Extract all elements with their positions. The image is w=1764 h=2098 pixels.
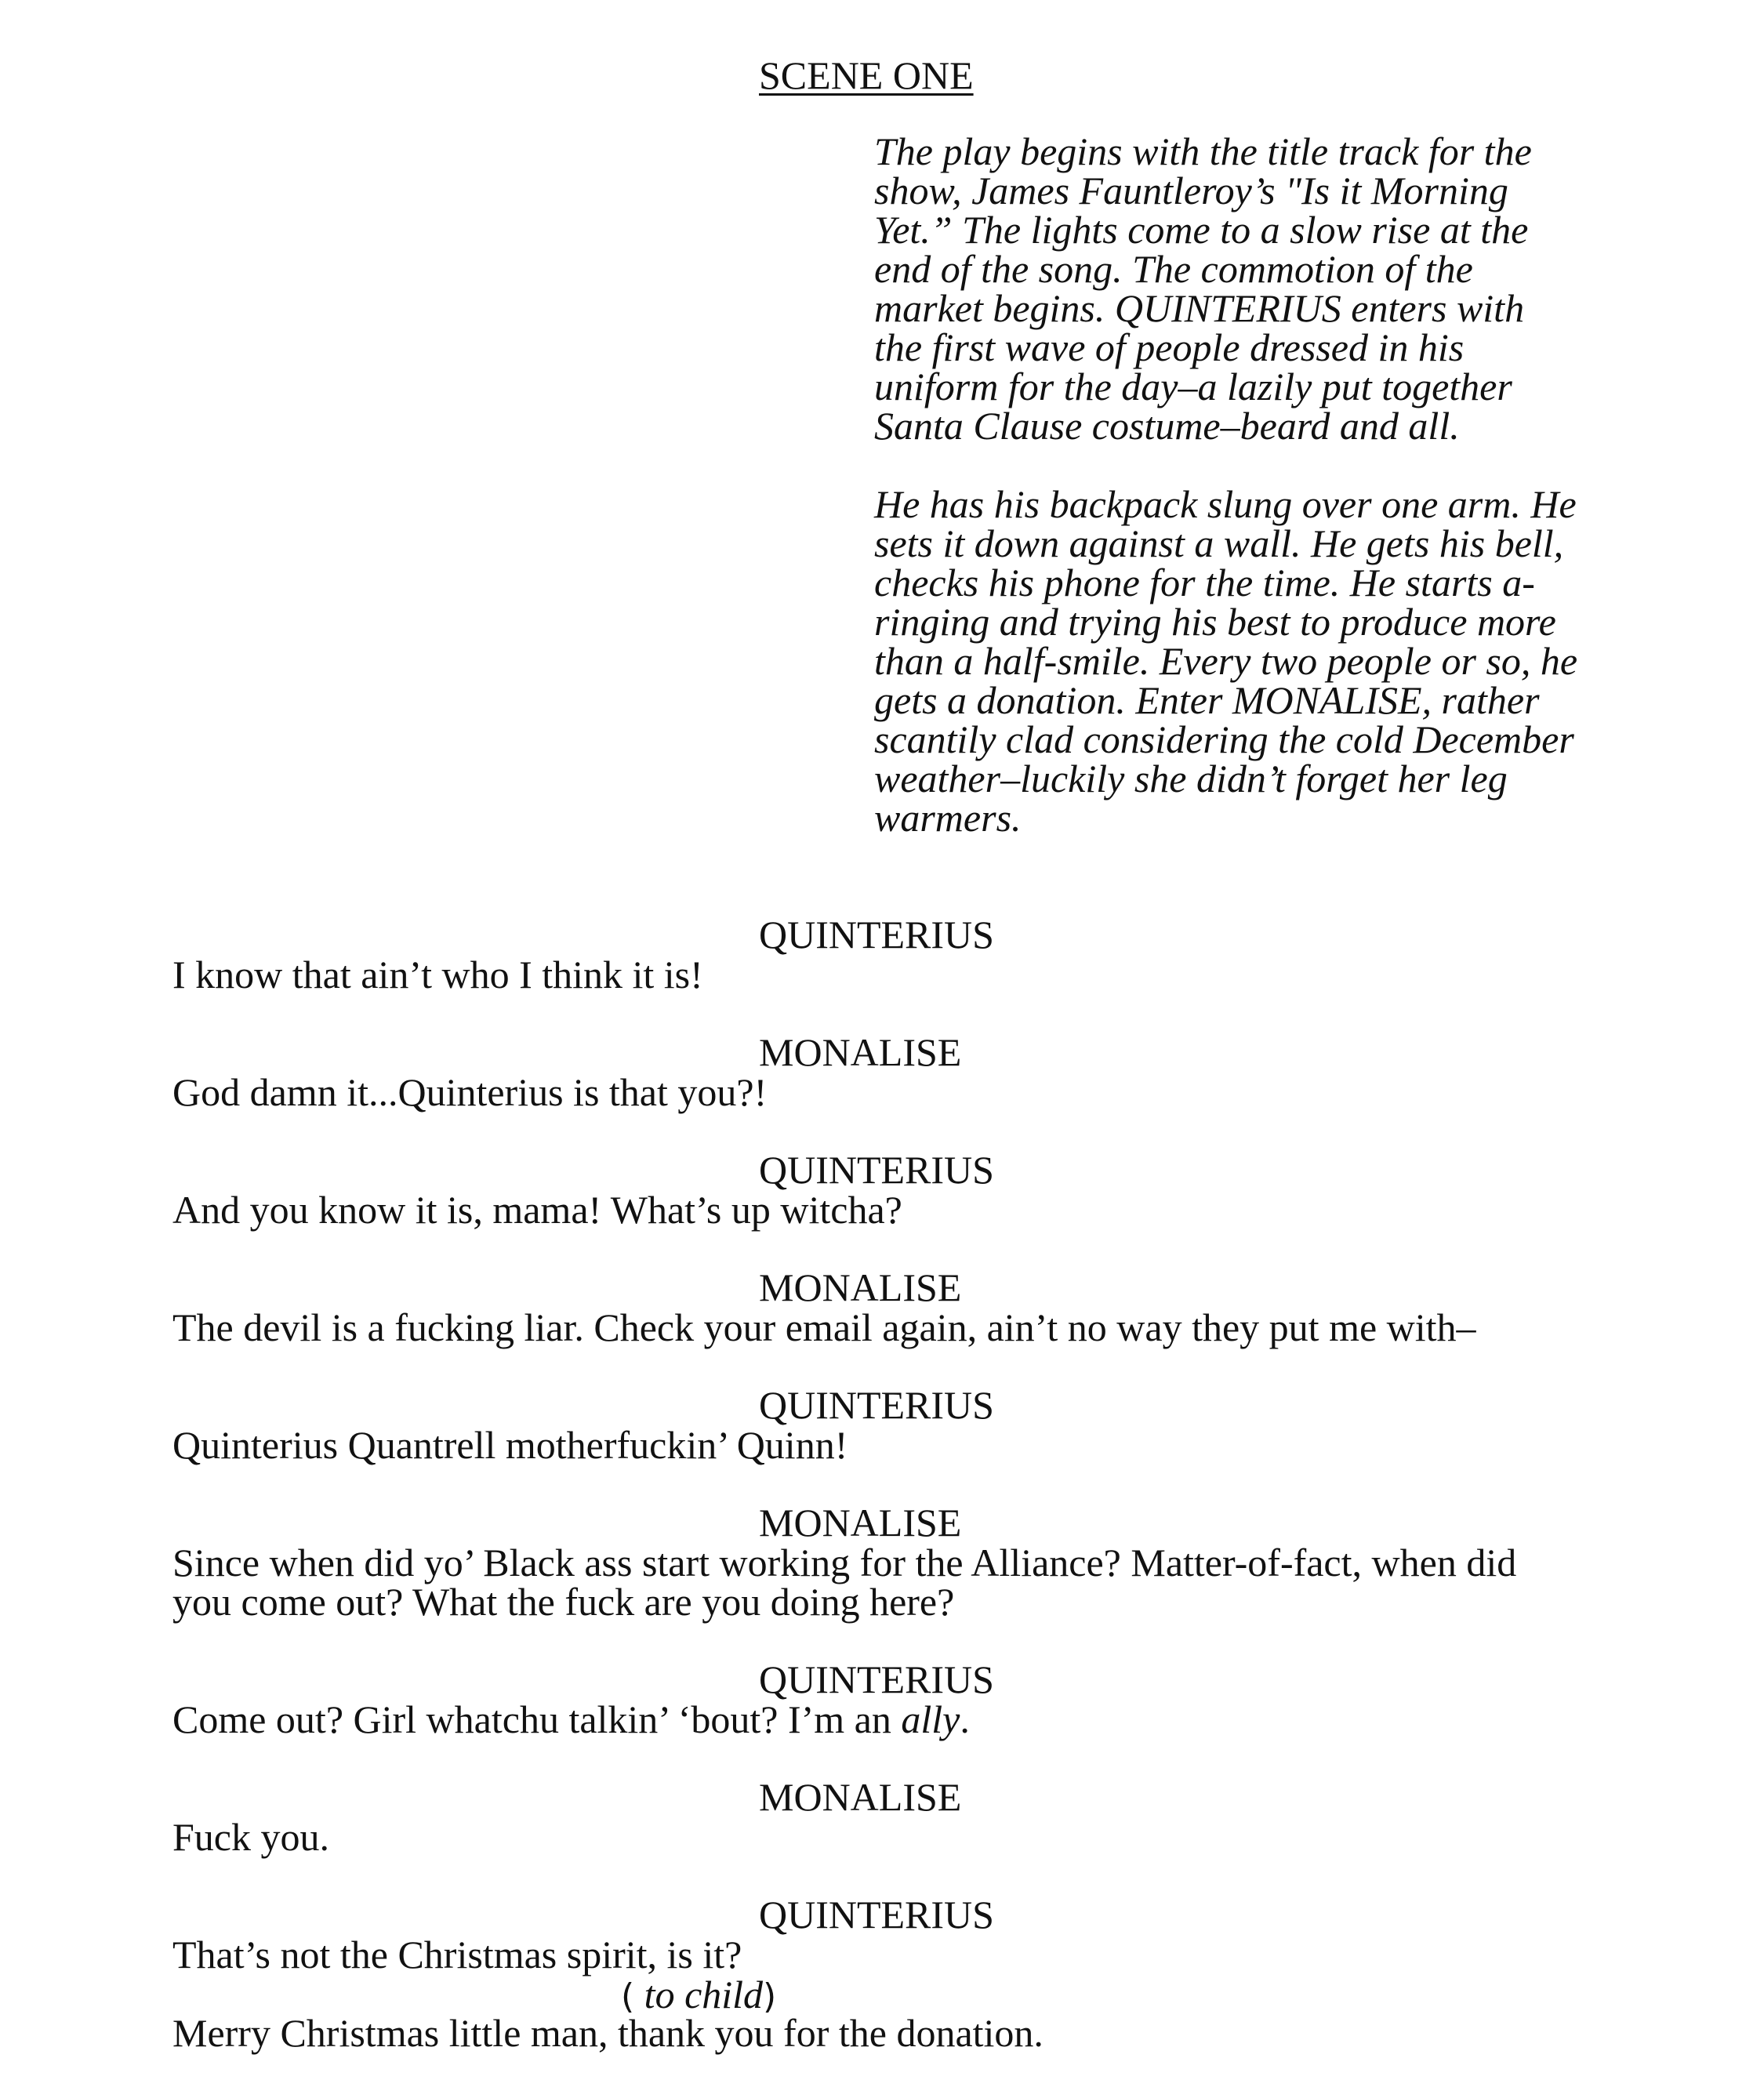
character-name: QUINTERIUS [759,1383,994,1427]
dialogue-line: God damn it...Quinterius is that you?! [172,1070,768,1114]
dialogue-line: And you know it is, mama! What’s up witcha? [172,1188,902,1232]
dialogue-line: I know that ain’t who I think it is! [172,953,703,996]
dialogue-line: Since when did yo’ Black ass start working for the Alliance? Matter-of-fact, when did you come out? What the fuck are you doing here? [172,1541,1517,1624]
character-name: MONALISE [759,1501,962,1544]
dialogue-line: Quinterius Quantrell motherfuckin’ Quinn! [172,1423,848,1467]
character-name: QUINTERIUS [759,1893,994,1936]
stage-direction-opening: The play begins with the title track for the show, James Fauntleroy’s "Is it Morning Yet.” The lights come to a slow rise at the end of the song. The commotion of the market begins. QUINTERIUS enters with the first wave of people dressed in his uniform for the day–a lazily put together Santa Clause costume–beard and all. [874,129,1532,448]
dialogue-line [172,1697,1584,1741]
parenthetical-text: to child [644,1973,764,2016]
dialogue-text: Come out? Girl whatchu talkin’ ‘bout? I’m an [172,1697,902,1741]
character-name: QUINTERIUS [759,1148,994,1192]
dialogue-emphasis: ally [901,1697,960,1741]
dialogue-line: The devil is a fucking liar. Check your email again, ain’t no way they put me with– [172,1305,1476,1349]
dialogue-text: . [960,1697,970,1741]
character-name: MONALISE [759,1265,962,1309]
paren-close: ) [763,1976,777,2016]
character-name: QUINTERIUS [759,1657,994,1701]
paren-open: ( [621,1976,635,2016]
dialogue-line: Fuck you. [172,1815,329,1859]
dialogue-line: Merry Christmas little man, thank you for the donation. [172,2011,1044,2055]
stage-direction-entrance: He has his backpack slung over one arm. He sets it down against a wall. He gets his bell, checks his phone for the time. He starts a-ringing and trying his best to produce more than a half-smile. Every two people or so, he gets a donation. Enter MONALISE, rather scantily clad considering the cold December weather–luckily she didn’t forget her leg warmers. [874,482,1578,840]
character-name: MONALISE [759,1030,962,1074]
character-name: MONALISE [759,1775,962,1819]
character-name: QUINTERIUS [759,913,994,956]
scene-title: SCENE ONE [759,53,974,97]
dialogue-line: That’s not the Christmas spirit, is it? [172,1933,742,1976]
